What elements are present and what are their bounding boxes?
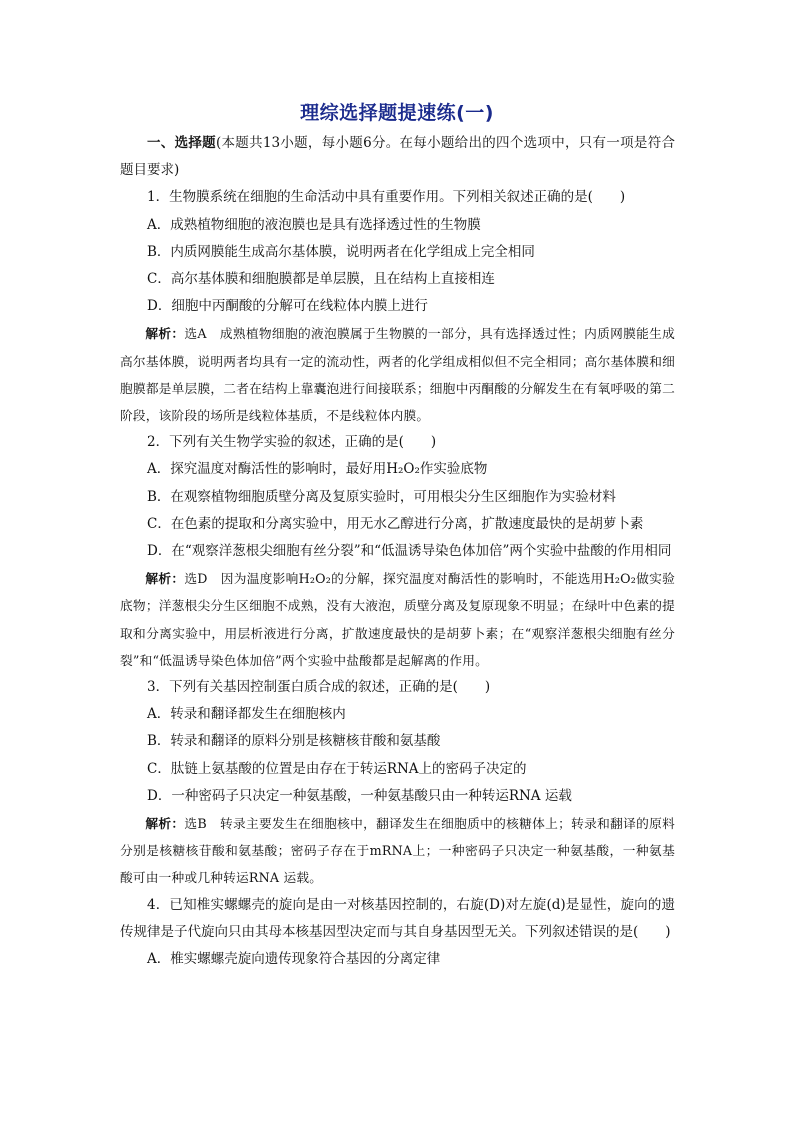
question-stem: 1．生物膜系统在细胞的生命活动中具有重要作用。下列相关叙述正确的是( )	[147, 189, 626, 206]
explanation	[120, 565, 675, 674]
question-stem: 4．已知椎实螺螺壳的旋向是由一对核基因控制的，右旋(D)对左旋(d)是显性，旋向的遗传规律是子代旋向只由其母本核基因型决定而与其自身基因型无关。下列叙述错误的是( )	[120, 896, 675, 940]
section-header	[120, 130, 675, 184]
option-c: C．在色素的提取和分离实验中，用无水乙醇进行分离，扩散速度最快的是胡萝卜素	[147, 515, 644, 532]
section-instruction: (本题共13小题，每小题6分。在每小题给出的四个选项中，只有一项是符合题目要求)	[120, 135, 675, 179]
question-stem: 2．下列有关生物学实验的叙述，正确的是( )	[147, 434, 437, 451]
page-title: 理综选择题提速练(一)	[300, 102, 494, 124]
explanation-label: 解析：	[145, 326, 185, 342]
exercise-content	[120, 130, 675, 973]
option-a: A．转录和翻译都发生在细胞核内	[147, 706, 346, 723]
explanation-text: 选A 成熟植物细胞的液泡膜属于生物膜的一部分，具有选择透过性；内质网膜能生成高尔基体膜，说明两者均具有一定的流动性，两者的化学组成相似但不完全相同；高尔基体膜和细胞膜都是单层膜，二者在结构上靠囊泡进行间接联系；细胞中丙酮酸的分解发生在有氧呼吸的第二阶段，该阶段的场所是线粒体基质，不是线粒体内膜。	[120, 326, 675, 424]
question-stem: 3．下列有关基因控制蛋白质合成的叙述，正确的是( )	[147, 679, 491, 696]
option-a: A．探究温度对酶活性的影响时，最好用H₂O₂作实验底物	[147, 461, 488, 478]
option-a: A．成熟植物细胞的液泡膜也是具有选择透过性的生物膜	[147, 216, 481, 233]
option-c: C．高尔基体膜和细胞膜都是单层膜，且在结构上直接相连	[147, 271, 495, 288]
option-b: B．内质网膜能生成高尔基体膜，说明两者在化学组成上完全相同	[147, 243, 535, 260]
explanation-label: 解析：	[145, 816, 185, 832]
option-d: D．一种密码子只决定一种氨基酸，一种氨基酸只由一种转运RNA 运载	[147, 787, 572, 804]
option-d: D．在“观察洋葱根尖细胞有丝分裂”和“低温诱导染色体加倍”两个实验中盐酸的作用相同	[147, 543, 672, 560]
explanation	[120, 810, 675, 892]
option-b: B．转录和翻译的原料分别是核糖核苷酸和氨基酸	[147, 733, 441, 750]
option-b: B．在观察植物细胞质壁分离及复原实验时，可用根尖分生区细胞作为实验材料	[147, 488, 616, 505]
section-heading: 一、选择题	[147, 135, 216, 151]
explanation	[120, 320, 675, 429]
option-c: C．肽链上氨基酸的位置是由存在于转运RNA上的密码子决定的	[147, 760, 527, 777]
explanation-label: 解析：	[145, 571, 185, 587]
option-d: D．细胞中丙酮酸的分解可在线粒体内膜上进行	[147, 298, 428, 315]
option-a: A．椎实螺螺壳旋向遗传现象符合基因的分离定律	[147, 951, 441, 968]
explanation-text: 选B 转录主要发生在细胞核中，翻译发生在细胞质中的核糖体上；转录和翻译的原料分别是核糖核苷酸和氨基酸；密码子存在于mRNA上；一种密码子只决定一种氨基酸，一种氨基酸可由一种或几种转运RNA 运载。	[120, 816, 675, 886]
explanation-text: 选D 因为温度影响H₂O₂的分解，探究温度对酶活性的影响时，不能选用H₂O₂做实验底物；洋葱根尖分生区细胞不成熟，没有大液泡，质壁分离及复原现象不明显；在绿叶中色素的提取和分离实验中，用层析液进行分离，扩散速度最快的是胡萝卜素；在“观察洋葱根尖细胞有丝分裂”和“低温诱导染色体加倍”两个实验中盐酸都是起解离的作用。	[120, 571, 675, 668]
